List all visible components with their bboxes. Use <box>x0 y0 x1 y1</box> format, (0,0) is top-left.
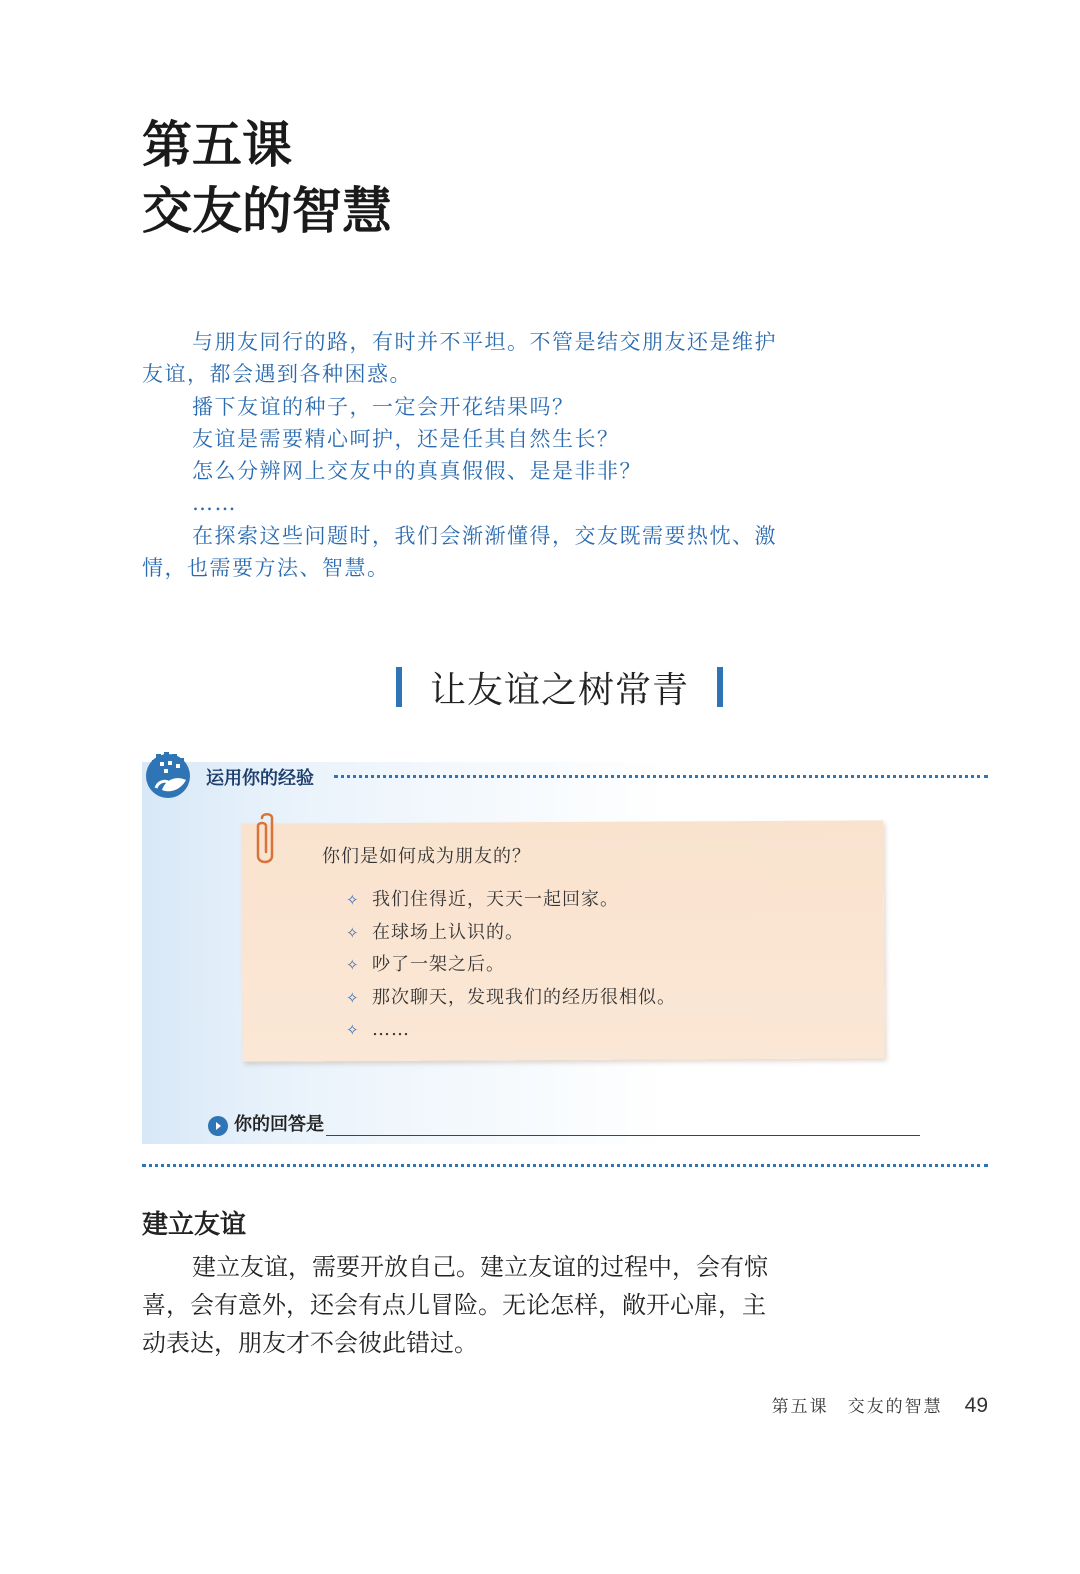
list-item <box>346 884 676 917</box>
list-item-text: 我们住得近，天天一起回家。 <box>372 889 619 910</box>
list-item-text: 那次聊天，发现我们的经历很相似。 <box>372 986 676 1008</box>
body-paragraph: 建立友谊，需要开放自己。建立友谊的过程中，会有惊喜，会有意外，还会有点儿冒险。无论怎样，敞开心扉，主动表达，朋友才不会彼此错过。 <box>142 1253 768 1357</box>
lesson-number: 第五课 <box>142 116 292 174</box>
intro-paragraph: 友谊是需要精心呵护，还是任其自然生长？ <box>192 426 620 451</box>
lesson-name: 交友的智慧 <box>142 182 392 240</box>
list-item <box>346 982 676 1015</box>
section-heading <box>396 664 723 710</box>
heading-bar-right <box>717 667 723 707</box>
diamond-bullet-icon: ✧ <box>346 956 360 974</box>
answer-blank[interactable] <box>326 1115 920 1136</box>
intro-paragraph: …… <box>192 491 237 516</box>
experience-icon <box>142 748 194 800</box>
page-footer <box>772 1392 988 1418</box>
answer-label: 你的回答是 <box>234 1114 324 1135</box>
note-question: 你们是如何成为朋友的？ <box>322 846 531 867</box>
list-item <box>346 1014 676 1047</box>
footer-title: 第五课 交友的智慧 <box>771 1397 943 1417</box>
list-item-text: …… <box>372 1019 410 1040</box>
paperclip-icon <box>252 812 282 872</box>
diamond-bullet-icon: ✧ <box>346 923 360 942</box>
intro-text <box>142 326 778 584</box>
arrow-right-icon <box>208 1116 228 1136</box>
page-number: 49 <box>964 1394 988 1417</box>
note-list <box>346 884 676 1047</box>
list-item <box>346 917 676 950</box>
diamond-bullet-icon: ✧ <box>346 891 360 909</box>
list-item <box>346 949 676 982</box>
intro-paragraph: 在探索这些问题时，我们会渐渐懂得，交友既需要热忱、激情，也需要方法、智慧。 <box>142 523 777 581</box>
experience-title: 运用你的经验 <box>206 768 314 789</box>
diamond-bullet-icon: ✧ <box>346 988 360 1007</box>
answer-row <box>208 1110 920 1136</box>
subsection-body <box>142 1248 782 1362</box>
list-item-text: 在球场上认识的。 <box>372 921 524 943</box>
intro-paragraph: 播下友谊的种子，一定会开花结果吗？ <box>192 394 575 419</box>
list-item-text: 吵了一架之后。 <box>372 954 505 975</box>
intro-paragraph: 怎么分辨网上交友中的真真假假、是是非非？ <box>192 459 642 484</box>
subsection-heading: 建立友谊 <box>142 1210 247 1240</box>
lesson-title <box>142 112 392 244</box>
section-heading-text: 让友谊之树常青 <box>430 669 690 711</box>
diamond-bullet-icon: ✧ <box>346 1021 360 1039</box>
intro-paragraph: 与朋友同行的路，有时并不平坦。不管是结交朋友还是维护友谊，都会遇到各种困惑。 <box>142 330 777 387</box>
top-dotted-divider <box>334 775 988 778</box>
bottom-dotted-divider <box>142 1164 988 1167</box>
